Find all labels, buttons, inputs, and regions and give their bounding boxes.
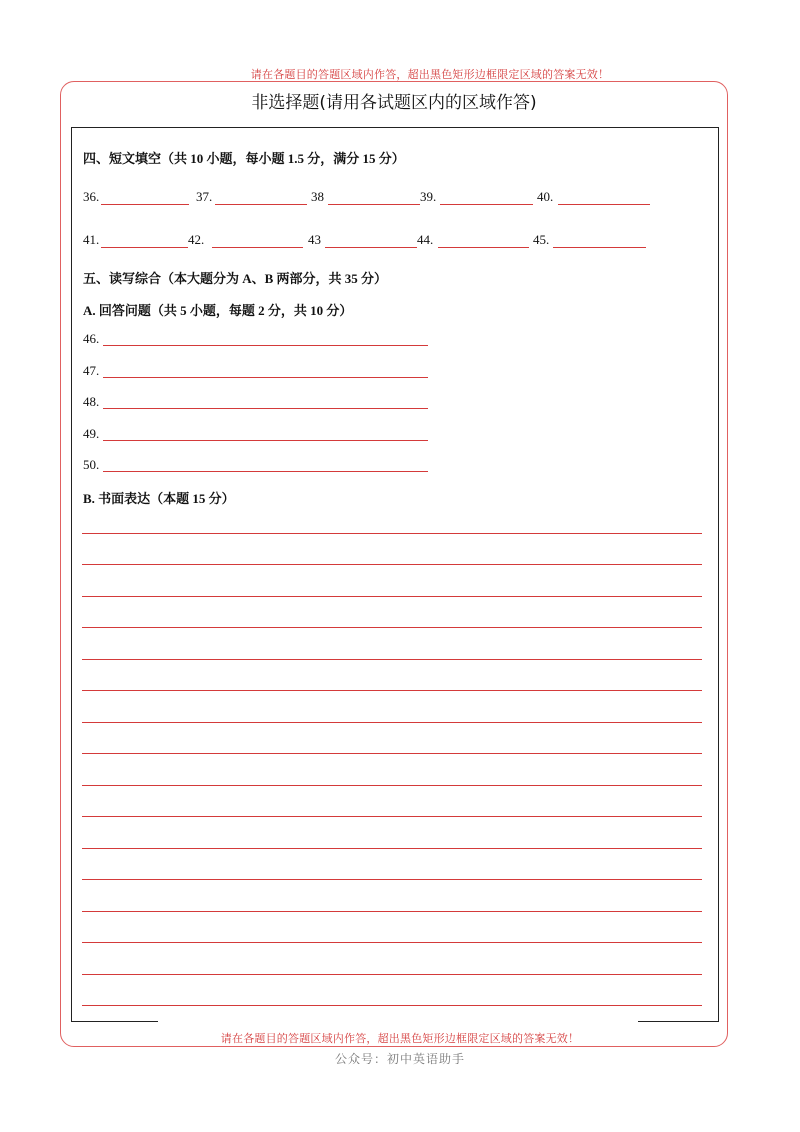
blank-42[interactable] <box>212 232 303 248</box>
answer-rule <box>103 408 428 409</box>
question-number: 47. <box>83 363 100 378</box>
writing-line[interactable] <box>82 785 702 786</box>
blank-39[interactable] <box>440 189 533 205</box>
notice-bottom: 请在各题目的答题区域内作答，超出黑色矩形边框限定区域的答案无效！ <box>220 1033 580 1045</box>
blank-label-37: 37. <box>196 189 213 204</box>
answer-rule <box>103 440 428 441</box>
blank-45[interactable] <box>553 232 646 248</box>
footer-watermark: 公众号：初中英语助手 <box>334 1052 465 1066</box>
blank-label-40: 40. <box>537 189 554 204</box>
writing-line[interactable] <box>82 816 702 817</box>
blank-label-43: 43 <box>308 232 321 247</box>
writing-line[interactable] <box>82 974 702 975</box>
blank-label-36: 36. <box>83 189 100 204</box>
question-number: 50. <box>83 457 100 472</box>
writing-line[interactable] <box>82 942 702 943</box>
writing-line[interactable] <box>82 1005 702 1006</box>
partB-heading: B. 书面表达（本题 15 分） <box>83 491 235 506</box>
blank-label-41: 41. <box>83 232 100 247</box>
notice-top: 请在各题目的答题区域内作答，超出黑色矩形边框限定区域的答案无效！ <box>250 69 610 81</box>
blank-label-45: 45. <box>533 232 550 247</box>
part4-heading: 四、短文填空（共 10 小题，每小题 1.5 分，满分 15 分） <box>83 151 405 166</box>
answer-boundary-box <box>71 127 719 1022</box>
question-number: 46. <box>83 331 100 346</box>
writing-line[interactable] <box>82 596 702 597</box>
blank-43[interactable] <box>325 232 417 248</box>
blank-36[interactable] <box>101 189 189 205</box>
writing-line[interactable] <box>82 627 702 628</box>
blank-41[interactable] <box>101 232 188 248</box>
question-number: 49. <box>83 426 100 441</box>
part5-heading: 五、读写综合（本大题分为 A、B 两部分，共 35 分） <box>83 271 388 286</box>
blank-44[interactable] <box>438 232 529 248</box>
writing-line[interactable] <box>82 659 702 660</box>
writing-line[interactable] <box>82 564 702 565</box>
box-bottom-gap <box>158 1019 638 1025</box>
writing-line[interactable] <box>82 911 702 912</box>
partA-heading: A. 回答问题（共 5 小题，每题 2 分，共 10 分） <box>83 303 353 318</box>
question-number: 48. <box>83 394 100 409</box>
writing-line[interactable] <box>82 753 702 754</box>
writing-line[interactable] <box>82 533 702 534</box>
writing-line[interactable] <box>82 722 702 723</box>
blank-label-39: 39. <box>420 189 437 204</box>
blank-38[interactable] <box>328 189 420 205</box>
answer-rule <box>103 345 428 346</box>
answer-rule <box>103 471 428 472</box>
section-title: 非选择题(请用各试题区内的区域作答) <box>251 93 537 113</box>
blank-label-38: 38 <box>311 189 324 204</box>
blank-40[interactable] <box>558 189 650 205</box>
blank-label-44: 44. <box>417 232 434 247</box>
writing-line[interactable] <box>82 848 702 849</box>
answer-rule <box>103 377 428 378</box>
writing-line[interactable] <box>82 879 702 880</box>
blank-label-42: 42. <box>188 232 205 247</box>
blank-37[interactable] <box>215 189 307 205</box>
writing-line[interactable] <box>82 690 702 691</box>
